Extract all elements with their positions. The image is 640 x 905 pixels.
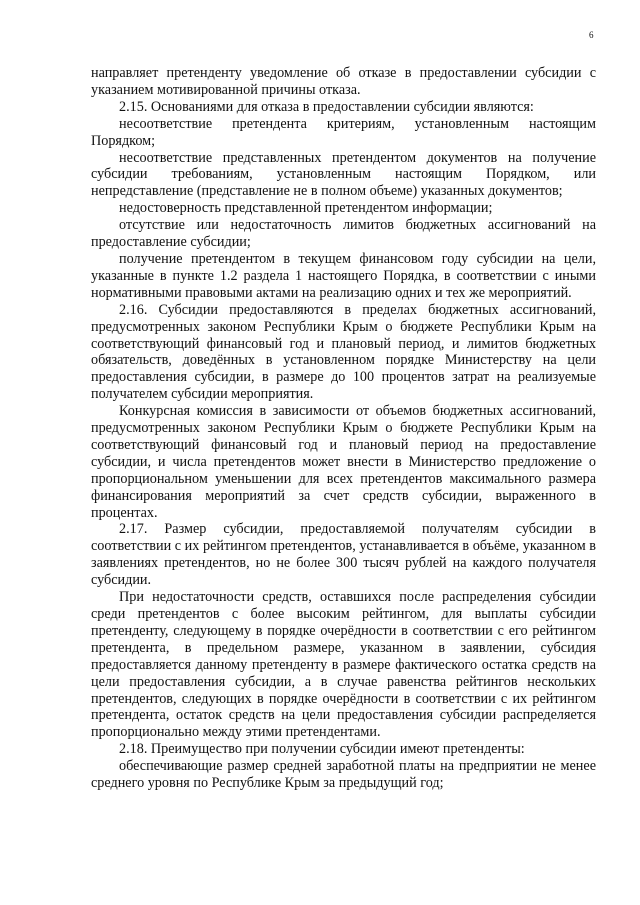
document-body <box>91 65 596 792</box>
paragraph: При недостаточности средств, оставшихся после распределения субсидии среди претендентов с более высоким рейтингом, для выплаты субсидии претенденту, следующему в порядке очерёдности в соответствии с его рейтингом претендента, в предельном размере, указанном в заявлении, субсидия предоставляется данному претенденту в размере фактического остатка средств на цели предоставления субсидии, а в случае равенства рейтингов нескольких претендентов, следующих в порядке очерёдности в соответствии с их рейтингом претендента, остаток средств на цели предоставления субсидии распределяется пропорционально между этими претендентами. <box>91 589 596 741</box>
paragraph: несоответствие претендента критериям, установленным настоящим Порядком; <box>91 115 596 149</box>
paragraph: недостоверность представленной претендентом информации; <box>119 200 493 217</box>
paragraph: несоответствие представленных претендентом документов на получение субсидии требованиям, установленным настоящим Порядком, или непредставление (представление не в полном объеме) указанных документов; <box>91 149 596 200</box>
paragraph: 2.15. Основаниями для отказа в предоставлении субсидии являются: <box>119 98 534 115</box>
page-number: 6 <box>589 30 594 40</box>
paragraph: отсутствие или недостаточность лимитов бюджетных ассигнований на предоставление субсидии; <box>91 217 596 251</box>
paragraph: получение претендентом в текущем финансовом году субсидии на цели, указанные в пункте 1.2 раздела 1 настоящего Порядка, в соответствии с иными нормативными правовыми актами на реализацию одних и тех же мероприятий. <box>91 250 596 301</box>
paragraph: обеспечивающие размер средней заработной платы на предприятии не менее среднего уровня по Республике Крым за предыдущий год; <box>91 758 596 792</box>
paragraph: 2.18. Преимущество при получении субсидии имеют претенденты: <box>119 741 525 758</box>
paragraph: Конкурсная комиссия в зависимости от объемов бюджетных ассигнований, предусмотренных законом Республики Крым о бюджете Республики Крым на соответствующий финансовый год и плановый период на предоставление субсидии, и числа претендентов может внести в Министерство предложение о пропорциональном уменьшении для всех претендентов максимального размера финансирования мероприятий за счет средств субсидии, выраженного в процентах. <box>91 403 596 521</box>
paragraph: 2.17. Размер субсидии, предоставляемой получателям субсидии в соответствии с их рейтингом претендентов, устанавливается в объёме, указанном в заявлениях претендентов, но не более 300 тысяч рублей на каждого получателя субсидии. <box>91 521 596 589</box>
paragraph: направляет претенденту уведомление об отказе в предоставлении субсидии с указанием мотивированной причины отказа. <box>91 65 596 98</box>
paragraph: 2.16. Субсидии предоставляются в пределах бюджетных ассигнований, предусмотренных законом Республики Крым о бюджете Республики Крым на соответствующий финансовый год и плановый период, и лимитов бюджетных обязательств, доведённых в установленном порядке Министерству на цели предоставления субсидии, в размере до 100 процентов затрат на реализуемые получателем субсидии мероприятия. <box>91 301 596 403</box>
